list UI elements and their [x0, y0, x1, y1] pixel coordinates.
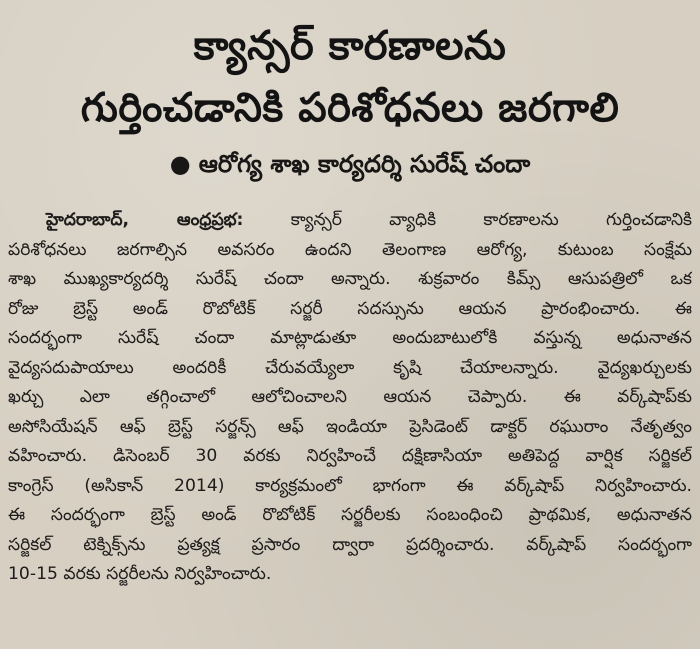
headline-line-2: గుర్తించడానికి పరిశోధనలు జరగాలి — [80, 85, 620, 131]
body-line-9: వహించారు. డిసెంబర్ 30 వరకు నిర్వహించే దక్షిణాసియా అతిపెద్ద వార్షిక సర్జికల్ — [8, 446, 692, 466]
article-body — [8, 206, 692, 590]
body-line-8: అసోసియేషన్ ఆఫ్ బ్రెస్ట్ సర్జన్స్ ఆఫ్ ఇండియా ప్రెసిడెంట్ డాక్టర్ రఘురాం నేతృత్వం — [8, 416, 692, 437]
body-line-5: సందర్భంగా సురేష్ చందా మాట్లాడుతూ అందుబాటులోకి వస్తున్న అధునాతన — [8, 328, 692, 348]
body-line-6: వైద్యసదుపాయాలు అందరికీ చేరువయ్యేలా కృషి చేయాలన్నారు. వైద్యఖర్చులకు — [8, 357, 692, 378]
subheadline — [0, 147, 700, 181]
dateline: హైదరాబాద్, ఆంధ్రప్రభ: — [46, 210, 244, 230]
body-line-7: ఖర్చు ఎలా తగ్గించాలో ఆలోచించాలని ఆయన చెప్పారు. ఈ వర్క్‌షాప్‌కు — [8, 387, 692, 407]
body-line-11: ఈ సందర్భంగా బ్రెస్ట్ అండ్ రొబోటిక్ సర్జరీలకు సంబంధించి ప్రాథమిక, అధునాతన — [8, 505, 692, 525]
body-line-12: సర్జికల్ టెక్నిక్స్‌ను ప్రత్యక్ష ప్రసారం ద్వారా ప్రదర్శించారు. వర్క్‌షాప్ సందర్భంగా — [8, 534, 692, 555]
body-line-1-text: క్యాన్సర్ వ్యాధికి కారణాలను గుర్తించడానికి — [290, 210, 692, 230]
subheadline-text: ఆరోగ్య శాఖ కార్యదర్శి సురేష్ చందా — [198, 150, 531, 178]
body-line-2: పరిశోధనలు జరగాల్సిన అవసరం ఉందని తెలంగాణ ఆరోగ్య, కుటుంబ సంక్షేమ — [8, 239, 692, 260]
headline-line-1: క్యాన్సర్ కారణాలను — [193, 23, 507, 69]
body-line-13: 10-15 వరకు సర్జరీలను నిర్వహించారు. — [8, 564, 272, 584]
body-line-1 — [8, 206, 692, 236]
body-line-4: రోజు బ్రెస్ట్ అండ్ రొబోటిక్ సర్జరీ సదస్సును ఆయన ప్రారంభించారు. ఈ — [8, 298, 692, 319]
bullet-icon: ● — [169, 150, 191, 178]
body-line-10: కాంగ్రెస్ (అసికాన్ 2014) కార్యక్రమంలో భాగంగా ఈ వర్క్‌షాప్ నిర్వహించారు. — [8, 475, 692, 496]
body-line-3: శాఖ ముఖ్యకార్యదర్శి సురేష్ చందా అన్నారు. శుక్రవారం కిమ్స్ ఆసుపత్రిలో ఒక — [8, 269, 692, 289]
